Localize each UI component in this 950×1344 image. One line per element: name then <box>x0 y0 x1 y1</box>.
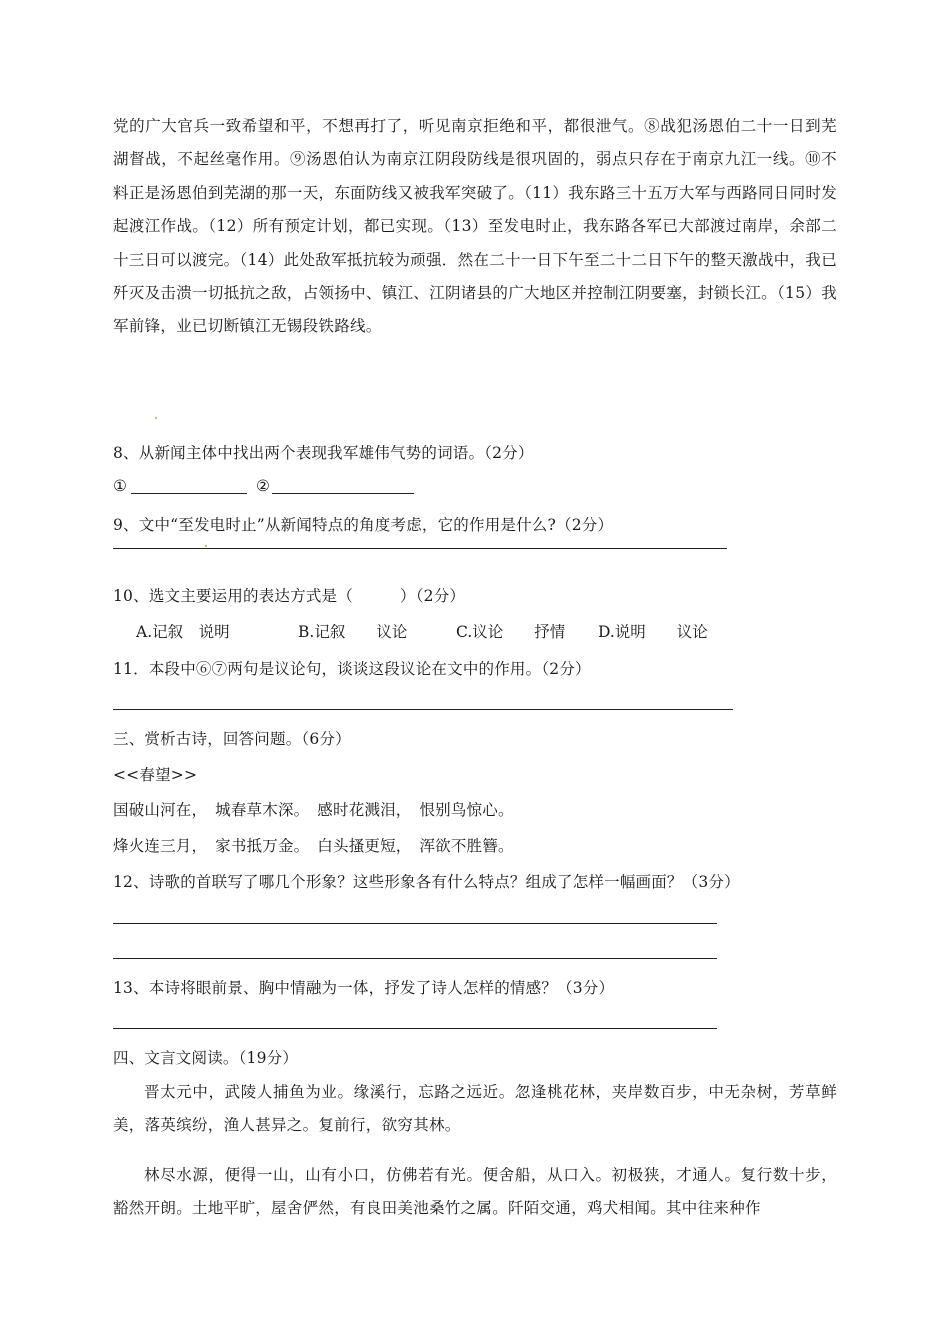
q10-option-b[interactable]: B.记叙 议论 <box>298 623 408 641</box>
q12-answer-line-1[interactable] <box>113 923 717 924</box>
q8-blank2-label: ② <box>256 477 271 495</box>
question-10: 10、选文主要运用的表达方式是（ ）（2分） <box>113 587 466 605</box>
classical-text-para-1: 晋太元中，武陵人捕鱼为业。缘溪行，忘路之远近。忽逢桃花林，夹岸数百步，中无杂树，芳草鲜美，落英缤纷，渔人甚异之。复前行，欲穷其林。 <box>113 1083 837 1135</box>
q10-option-d[interactable]: D.说明 议论 <box>598 623 708 641</box>
q9-answer-line[interactable] <box>113 548 727 549</box>
question-8: 8、从新闻主体中找出两个表现我军雄伟气势的词语。（2分） <box>113 444 534 462</box>
q10-option-a[interactable]: A.记叙 说明 <box>136 623 230 641</box>
question-11: 11．本段中⑥⑦两句是议论句，谈谈这段议论在文中的作用。（2分） <box>113 660 591 678</box>
q11-answer-line[interactable] <box>113 709 733 710</box>
question-12: 12、诗歌的首联写了哪几个形象？这些形象各有什么特点？组成了怎样一幅画面？（3分） <box>113 873 740 891</box>
poem-title: <<春望>> <box>113 766 198 784</box>
q12-answer-line-2[interactable] <box>113 958 717 959</box>
q13-answer-line[interactable] <box>113 1028 717 1029</box>
section-4-heading: 四、文言文阅读。（19分） <box>113 1049 299 1067</box>
poem-line-2: 烽火连三月， 家书抵万金。 白头搔更短， 浑欲不胜簪。 <box>113 837 514 855</box>
news-passage: 党的广大官兵一致希望和平，不想再打了，听见南京拒绝和平，都很泄气。⑧战犯汤恩伯二十一日到芜湖督战，不起丝毫作用。⑨汤恩伯认为南京江阴段防线是很巩固的，弱点只存在于南京九江一线。⑩不料正是汤恩伯到芜湖的那一天，东面防线又被我军突破了。（11）我东路三十五万大军与西路同日同时发起渡江作战。（12）所有预定计划，都已实现。（13）至发电时止，我东路各军已大部渡过南岸，余部二十三日可以渡完。（14）此处敌军抵抗较为顽强．然在二十一日下午至二十二日下午的整天激战中，我已歼灭及击溃一切抵抗之敌，占领扬中、镇江、江阴诸县的广大地区并控制江阴要塞，封锁长江。（15）我军前锋，业已切断镇江无锡段铁路线。 <box>113 117 837 336</box>
question-9: 9、文中“至发电时止”从新闻特点的角度考虑，它的作用是什么?（2分） <box>113 516 614 534</box>
q10-option-c[interactable]: C.议论 抒情 <box>456 623 566 641</box>
speck-mark <box>155 417 157 419</box>
classical-text-para-2: 林尽水源，便得一山，山有小口，仿佛若有光。便舍船，从口入。初极狭，才通人。复行数十步，豁然开朗。土地平旷，屋舍俨然，有良田美池桑竹之属。阡陌交通，鸡犬相闻。其中往来种作 <box>113 1166 837 1218</box>
q8-answer-blank-2[interactable] <box>272 493 414 494</box>
section-3-heading: 三、赏析古诗，回答问题。（6分） <box>113 730 351 748</box>
poem-line-1: 国破山河在， 城春草木深。 感时花溅泪， 恨别鸟惊心。 <box>113 801 514 819</box>
q8-answer-blank-1[interactable] <box>131 493 247 494</box>
question-13: 13、本诗将眼前景、胸中情融为一体，抒发了诗人怎样的情感？（3分） <box>113 979 615 997</box>
speck-mark <box>205 545 207 547</box>
q8-blank1-label: ① <box>113 477 128 495</box>
